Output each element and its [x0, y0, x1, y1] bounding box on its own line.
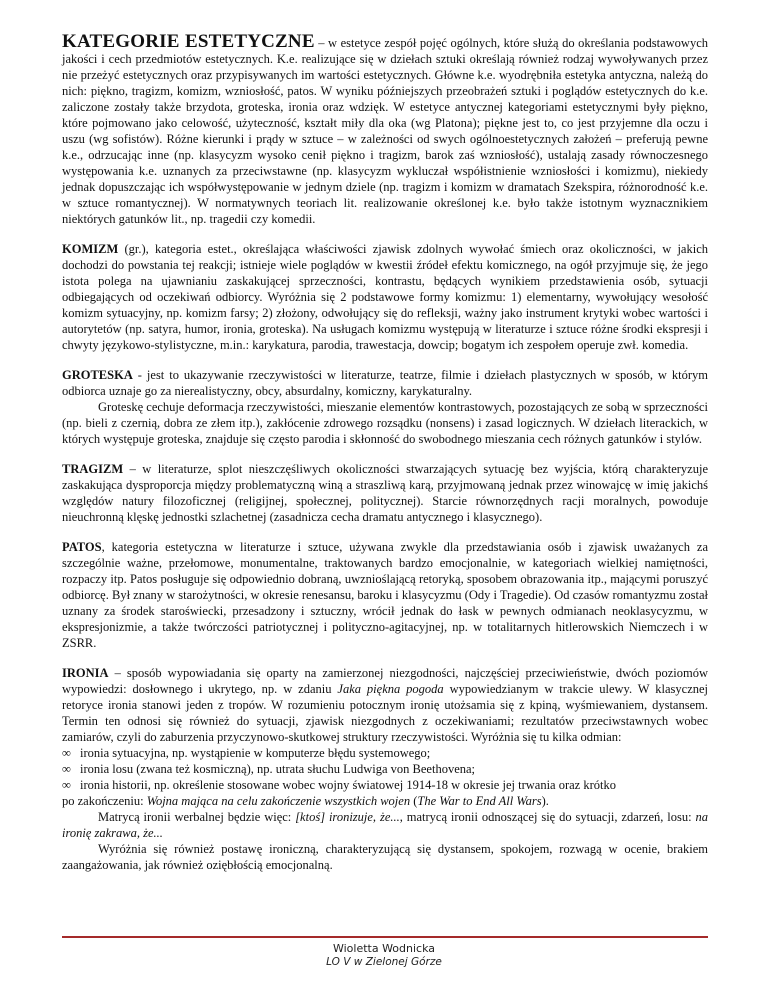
intro-text: – w estetyce zespół pojęć ogólnych, które służą do określania podstawowych jakości i cech przedmiotów estetycznych. K.e. realizujące się w dziełach sztuki określają również rodzaj wywoływanych przez nie przeżyć estetycznych oraz przypisywanych im wartości estetycznych. Główne k.e. wyodrębniła estetyka antyczna, należą do nich: piękno, tragizm, komizm, wzniosłość, patos. W wyniku późniejszych przeobrażeń sztuki i poglądów estetycznych do k.e. zaliczone zostały także brzydota, groteska, ironia oraz wdzięk. W estetyce antycznej kategoriami estetycznymi były piękno, które pojmowano jako celowość, użyteczność, kształt miły dla oka (wg Platona); piękne jest to, co jest przyjemne dla oczu i uszu (wg sofistów). Różne kierunki i prądy w sztuce – w zależności od swych ogólnoestetycznych założeń – preferują pewne k.e., odrzucając inne (np. klasycyzm wysoko cenił piękno i tragizm, barok zaś wzniosłość), ustalają zasady równoczesnego występowania k.e. uznanych za przeciwstawne (np. klasycyzm wykluczał współistnienie wzniosłości i komizmu), niekiedy jednak dopuszczając ich współwystępowanie w jednym dziele (np. tragizm i komizm w dramatach Szekspira, różnorodność k.e. w sztuce romantycznej). W normatywnych teoriach lit. realizowanie określonej k.e. było także istotnym wyznacznikiem niektórych gatunków lit., np. tragedii czy komedii.	[62, 36, 708, 226]
ironia-example-title: Jaka piękna pogoda	[337, 682, 444, 696]
groteska-section	[62, 367, 708, 447]
intro-term: KATEGORIE ESTETYCZNE	[62, 31, 315, 52]
list-item-text: ironia losu (zwana też kosmiczną), np. utrata słuchu Ludwiga von Beethovena;	[80, 762, 476, 776]
continuation-text: po zakończeniu:	[62, 794, 147, 808]
list-item	[62, 745, 708, 761]
groteska-text: - jest to ukazywanie rzeczywistości w literaturze, teatrze, filmie i dziełach plastycznych w sposób, w którym odbiorca uznaje go za nierealistyczny, obcy, absurdalny, komiczny, karykaturalny.	[62, 368, 708, 398]
infinity-bullet-icon: ∞	[62, 746, 71, 760]
matrix-situational: na ironię zakrawa, że...	[62, 810, 708, 840]
tragizm-text: – w literaturze, splot nieszczęśliwych okoliczności stwarzających sytuację bez wyjścia, którą charakteryzuje zaskakująca dysproporcja między problematyczną winą a straszliwą karą, przyjmowaną jednak przez winowajcę w imię jakichś względów natury filozoficznej (religijnej, społecznej, politycznej). Starcie równorzędnych racji moralnych, powoduje nieuchronną klęskę jednostki szlachetnej (zasadnicza cecha dramatu antycznego i klasycznego).	[62, 462, 708, 524]
groteska-term: GROTESKA	[62, 368, 133, 382]
patos-term: PATOS	[62, 540, 102, 554]
footer-school: LO V w Zielonej Górze	[326, 956, 442, 968]
continuation-end: ).	[541, 794, 549, 808]
patos-paragraph	[62, 539, 708, 651]
tragizm-term: TRAGIZM	[62, 462, 124, 476]
groteska-paragraph-2: Groteskę cechuje deformacja rzeczywistości, mieszanie elementów kontrastowych, pozostających ze sobą w sprzeczności (np. bieli z czernią, dobra ze złem itp.), zakłócenie zdrowego rozsądku (nonsens) i zasad logicznych. W dziełach literackich, w których występuje groteska, znajduje się często parodia i skłonność do swobodnego mieszania cech różnych gatunków i stylów.	[62, 400, 708, 446]
infinity-bullet-icon: ∞	[62, 762, 71, 776]
ironia-bullet-list	[62, 745, 708, 793]
groteska-paragraph	[62, 367, 708, 399]
footer-author: Wioletta Wodnicka	[332, 942, 436, 955]
ironia-continuation	[62, 793, 708, 809]
ironia-term: IRONIA	[62, 666, 109, 680]
list-item-text: ironia sytuacyjna, np. wystąpienie w komputerze błędu systemowego;	[80, 746, 431, 760]
war-quote: Wojna mająca na celu zakończenie wszystkich wojen	[146, 794, 411, 808]
intro-paragraph	[62, 31, 708, 227]
tragizm-paragraph	[62, 461, 708, 525]
document-body	[62, 31, 709, 873]
komizm-term: KOMIZM	[62, 242, 119, 256]
komizm-text: (gr.), kategoria estet., określająca właściwości zjawisk zdolnych wywołać śmiech oraz okoliczności, w jakich dochodzi do powstania tej reakcji; istnieje wiele poglądów w kwestii źródeł efektu komicznego, na ogół przyjmuje się, że jego istota polega na ujawnianiu zaskakującej sprzeczności, kontrastu, będących wynikiem przedstawienia osób, sytuacji odbiegających od oczekiwań odbiorcy. Wyróżnia się 2 podstawowe formy komizmu: 1) elementarny, wywołujący wesołość komizm sytuacyjny, np. komizm farsy; 2) złożony, odwołujący się do refleksji, ważny jako instrument krytyki wobec wartości i autorytetów (np. satyra, humor, ironia, groteska). Na usługach komizmu występują w literaturze i sztuce różne środki ekspresji i chwyty językowo-stylistyczne, m.in.: karykatura, parodia, trawestacja, dowcip; bogatym ich zespołem operuje zwł. komedia.	[62, 242, 708, 352]
list-item-text: ironia historii, np. określenie stosowane wobec wojny światowej 1914-18 w okresie jej trwania oraz krótko	[80, 778, 616, 792]
infinity-bullet-icon: ∞	[62, 778, 71, 792]
ironia-text-b: wypowiedzianym w trakcie ulewy. W klasycznej retoryce ironia stanowi jeden z tropów. W rozumieniu potocznym ironię utożsamia się z kpiną, wyśmiewaniem, dystansem. Termin ten odnosi się również do sytuacji, zjawisk niezgodnych z oczekiwaniami; rezultatów przeciwstawnych wobec zamiarów, czyli do zaburzenia przyczynowo-skutkowej struktury rzeczywistości. Wyróżnia się tu kilka odmian:	[62, 682, 709, 744]
ironia-text-a: – sposób wypowiadania się oparty na zamierzonej niezgodności, najczęściej przeciwieństwie, dwóch poziomów wypowiedzi: dosłownego i ukrytego, np. w zdaniu	[62, 666, 708, 696]
ironia-final-paragraph: Wyróżnia się również postawę ironiczną, charakteryzującą się dystansem, spokojem, rozwagą w ocenie, brakiem zaangażowania, jak również oziębłością emocjonalną.	[62, 842, 708, 872]
ironia-paragraph	[62, 665, 708, 745]
patos-text: , kategoria estetyczna w literaturze i sztuce, używana zwykle dla przedstawiania osób i zjawisk uważanych za szczególnie ważne, przełomowe, monumentalne, traktowanych bardzo emocjonalnie, w kategoriach wielkiej namiętności, rozpaczy itp. Patos posługuje się odpowiednio dobraną, uwznioślającą retoryką, sposobem obrazowania itp., mającymi poruszyć odbiorcę. Był znany w starożytności, w okresie renesansu, baroku i klasycyzmu (Ody i Tragedie). Od czasów romantyzmu został uznany za środek staroświecki, przesadzony i sztuczny, wrócił jednak do łask w pewnych odmianach neoklasycyzmu, w ekspresjonizmie, a także twórczości patriotycznej i polityczno-agitacyjnej, np. w totalitarnych hitlerowskich Niemczech i w ZSRR.	[62, 540, 709, 650]
ironia-matrix-paragraph	[62, 809, 708, 841]
war-quote-english: The War to End All Wars	[417, 794, 542, 808]
matrix-text-b: , matrycą ironii odnoszącej się do sytuacji, zdarzeń, losu:	[399, 810, 696, 824]
matrix-verbal: [ktoś] ironizuje, że...	[295, 810, 400, 824]
ironia-section	[62, 665, 708, 873]
footer-divider	[62, 936, 708, 938]
continuation-paren: (	[410, 794, 418, 808]
list-item	[62, 777, 708, 793]
page-footer	[0, 942, 768, 969]
matrix-text-a: Matrycą ironii werbalnej będzie więc:	[98, 810, 296, 824]
komizm-paragraph	[62, 241, 708, 353]
list-item	[62, 761, 708, 777]
